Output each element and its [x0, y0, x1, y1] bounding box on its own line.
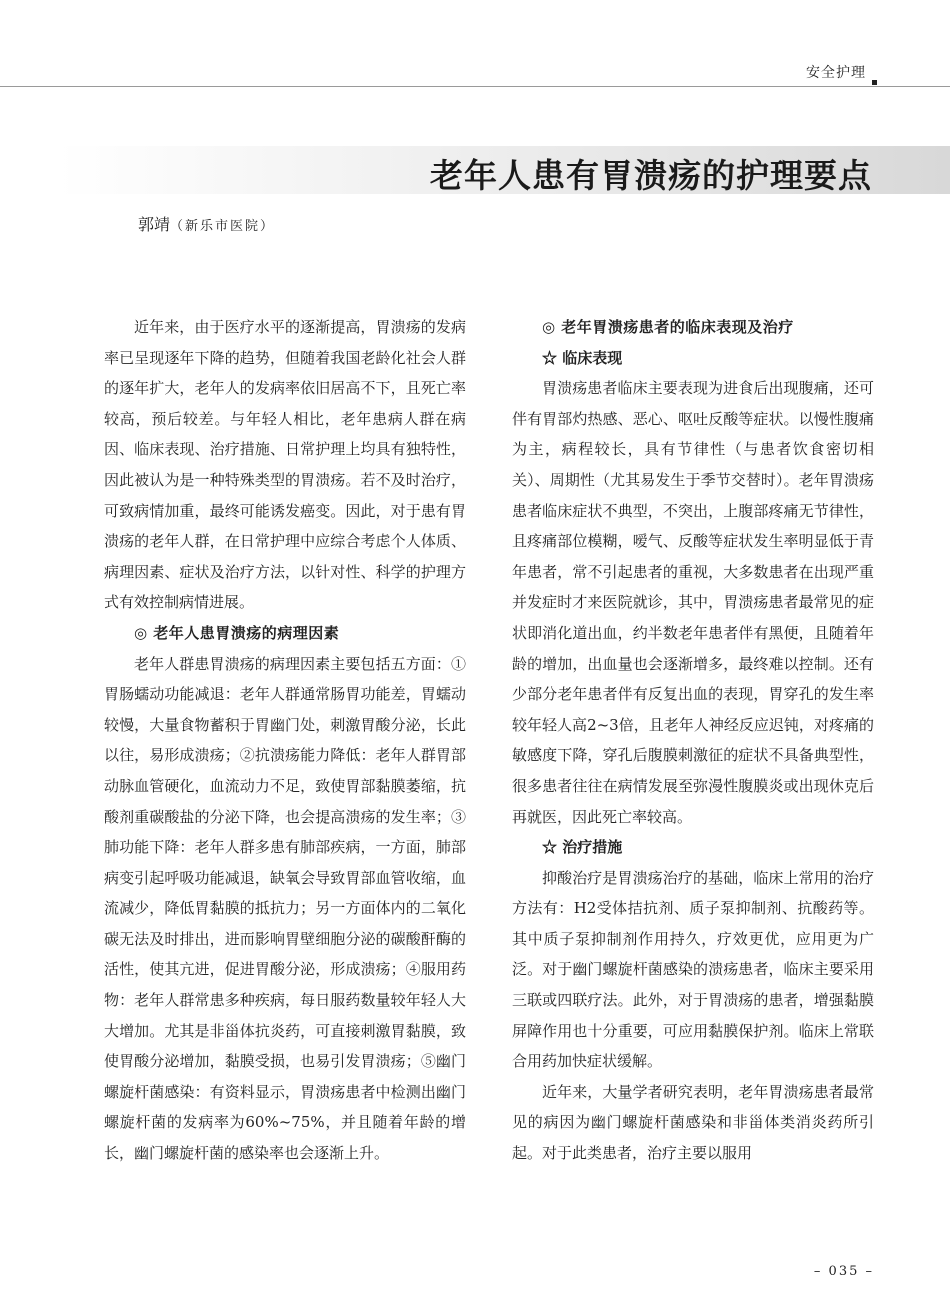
left-column: [104, 312, 466, 1169]
right-column: [512, 312, 874, 1169]
author-name: 郭靖: [138, 215, 171, 234]
subheading-symptoms: ☆ 临床表现: [542, 348, 623, 367]
author-affiliation: （新乐市医院）: [170, 219, 276, 234]
article-title: 老年人患有胃溃疡的护理要点: [430, 156, 872, 195]
symptoms-paragraph: 胃溃疡患者临床主要表现为进食后出现腹痛，还可伴有胃部灼热感、恶心、呕吐反酸等症状。以慢性腹痛为主，病程较长，具有节律性（与患者饮食密切相关）、周期性（尤其易发生于季节交替时）。老年胃溃疡患者临床症状不典型，不突出，上腹部疼痛无节律性，且疼痛部位模糊，嗳气、反酸等症状发生率明显低于青年患者，常不引起患者的重视，大多数患者在出现严重并发症时才来医院就诊，其中，胃溃疡患者最常见的症状即消化道出血，约半数老年患者伴有黑便，且随着年龄的增加，出血量也会逐渐增多，最终难以控制。还有少部分老年患者伴有反复出血的表现，胃穿孔的发生率较年轻人高2~3倍，且老年人神经反应迟钝，对疼痛的敏感度下降，穿孔后腹膜刺激征的症状不具备典型性，很多患者往往在病情发展至弥漫性腹膜炎或出现休克后再就医，因此死亡率较高。: [512, 379, 874, 826]
byline: [138, 212, 275, 235]
intro-paragraph: 近年来，由于医疗水平的逐渐提高，胃溃疡的发病率已呈现逐年下降的趋势，但随着我国老龄化社会人群的逐年扩大，老年人的发病率依旧居高不下，且死亡率较高，预后较差。与年轻人相比，老年患病人群在病因、临床表现、治疗措施、日常护理上均具有独特性，因此被认为是一种特殊类型的胃溃疡。若不及时治疗，可致病情加重，最终可能诱发癌变。因此，对于患有胃溃疡的老年人群，在日常护理中应综合考虑个人体质、病理因素、症状及治疗方法，以针对性、科学的护理方式有效控制病情进展。: [104, 318, 466, 612]
header-rule: [0, 86, 950, 87]
treatment-paragraph-2: 近年来，大量学者研究表明，老年胃溃疡患者最常见的病因为幽门螺旋杆菌感染和非甾体类消炎药所引起。对于此类患者，治疗主要以服用: [512, 1082, 874, 1163]
page-number: – 035 –: [813, 1264, 874, 1279]
section-marker: [872, 80, 877, 85]
section-label: 安全护理: [806, 65, 866, 81]
section-heading-pathology: ◎ 老年人患胃溃疡的病理因素: [134, 623, 340, 642]
pathology-paragraph: 老年人群患胃溃疡的病理因素主要包括五方面：①胃肠蠕动功能减退：老年人群通常肠胃功能差，胃蠕动较慢，大量食物蓄积于胃幽门处，刺激胃酸分泌，长此以往，易形成溃疡；②抗溃疡能力降低：老年人群胃部动脉血管硬化，血流动力不足，致使胃部黏膜萎缩，抗酸剂重碳酸盐的分泌下降，也会提高溃疡的发生率；③肺功能下降：老年人群多患有肺部疾病，一方面，肺部病变引起呼吸功能减退，缺氧会导致胃部血管收缩，血流减少，降低胃黏膜的抵抗力；另一方面体内的二氧化碳无法及时排出，进而影响胃壁细胞分泌的碳酸酐酶的活性，使其亢进，促进胃酸分泌，形成溃疡；④服用药物：老年人群常患多种疾病，每日服药数量较年轻人大大增加。尤其是非甾体抗炎药，可直接刺激胃黏膜，致使胃酸分泌增加，黏膜受损，也易引发胃溃疡；⑤幽门螺旋杆菌感染：有资料显示，胃溃疡患者中检测出幽门螺旋杆菌的发病率为60%~75%，并且随着年龄的增长，幽门螺旋杆菌的感染率也会逐渐上升。: [104, 654, 466, 1163]
section-heading-clinical: ◎ 老年胃溃疡患者的临床表现及治疗: [542, 318, 794, 336]
treatment-paragraph-1: 抑酸治疗是胃溃疡治疗的基础，临床上常用的治疗方法有：H2受体拮抗剂、质子泵抑制剂、抗酸药等。其中质子泵抑制剂作用持久，疗效更优，应用更为广泛。对于幽门螺旋杆菌感染的溃疡患者，临床主要采用三联或四联疗法。此外，对于胃溃疡的患者，增强黏膜屏障作用也十分重要，可应用黏膜保护剂。临床上常联合用药加快症状缓解。: [512, 868, 874, 1071]
subheading-treatment: ☆ 治疗措施: [542, 838, 623, 857]
